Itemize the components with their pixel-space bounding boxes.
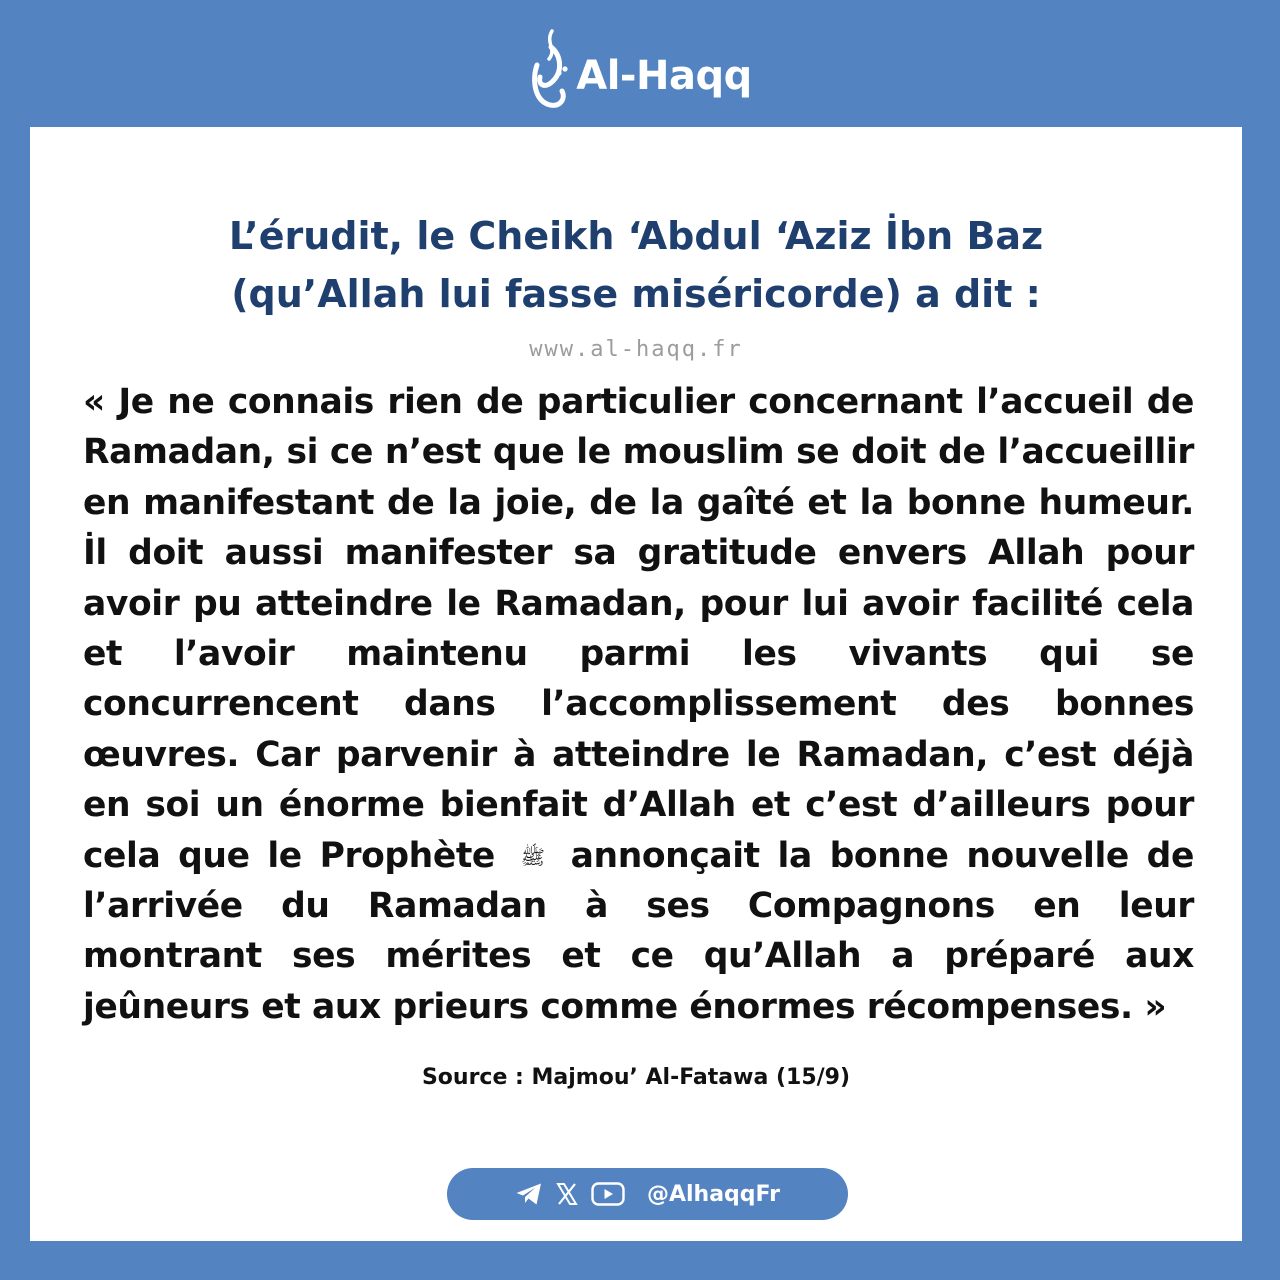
title-line-1: L’érudit, le Cheikh ‘Abdul ‘Aziz İbn Baz xyxy=(228,214,1044,258)
x-icon[interactable] xyxy=(555,1182,579,1206)
quote-part-2: annonçait la bonne nouvelle de l’arrivée du Ramadan à ses Compagnons en leur montrant ses mérites et ce qu’Allah a préparé aux jeûneurs et aux prieurs comme énormes récompenses. » xyxy=(83,835,1194,1027)
source-citation: Source : Majmou’ Al-Fatawa (15/9) xyxy=(421,1065,851,1090)
brand-name: Al-Haqq xyxy=(576,53,752,99)
website-watermark: www.al-haqq.fr xyxy=(529,337,743,362)
social-links-pill[interactable] xyxy=(447,1168,848,1220)
quote-card xyxy=(30,127,1242,1241)
page-title xyxy=(30,207,1242,323)
quote-part-1: « Je ne connais rien de particulier concernant l’accueil de Ramadan, si ce n’est que le mouslim se doit de l’accueillir en manifestant de la joie, de la gaîté et la bonne humeur. İl doit aussi manifester sa gratitude envers Allah pour avoir pu atteindre le Ramadan, pour lui avoir facilité cela et l’avoir maintenu parmi les vivants qui se concurrencent dans l’accomplissement des bonnes œuvres. Car parvenir à atteindre le Ramadan, c’est déjà en soi un énorme bienfait d’Allah et c’est d’ailleurs pour cela que le Prophète xyxy=(83,382,1194,876)
salawat-symbol: ﷺ xyxy=(520,845,545,870)
calligraphy-logo-icon xyxy=(528,27,574,115)
social-handle[interactable]: @AlhaqqFr xyxy=(646,1181,781,1207)
title-line-2: (qu’Allah lui fasse miséricorde) a dit : xyxy=(231,272,1041,316)
telegram-icon[interactable] xyxy=(515,1182,543,1206)
quote-text xyxy=(83,377,1194,1032)
youtube-icon[interactable] xyxy=(591,1182,625,1206)
brand-header xyxy=(0,26,1280,116)
